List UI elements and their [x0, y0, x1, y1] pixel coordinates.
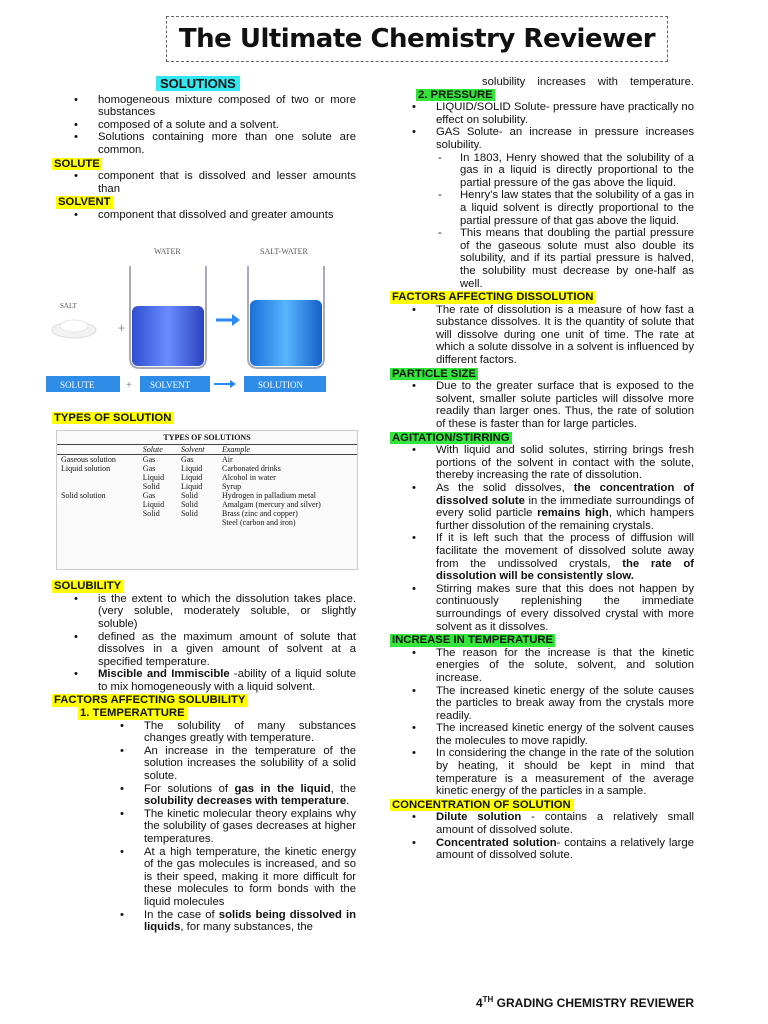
- salt-label: SALT: [60, 301, 77, 310]
- list-item: • An increase in the temperature of the solution increases the solubility of a solid solute.: [52, 745, 356, 783]
- solutions-list: [52, 94, 356, 157]
- list-item: • In considering the change in the rate of the solution by heating, it should be kept in mind that temperature is a measurement of the average kinetic energy of the particles in a sample.: [390, 747, 694, 797]
- table-cell: Liquid: [142, 500, 165, 510]
- table-cell: Solid: [180, 500, 198, 510]
- solute-heading: SOLUTE: [54, 157, 100, 170]
- title-box: [166, 16, 668, 62]
- list-item: • The increased kinetic energy of the solvent causes the molecules to move rapidly.: [390, 722, 694, 747]
- list-item: • At a high temperature, the kinetic energy of the gas molecules is increased, and so is their speed, making it more difficult for these molecules to form bonds with the liquid molecules: [52, 846, 356, 909]
- table-row: [57, 500, 357, 509]
- types-table-image: [56, 430, 358, 570]
- factors-dissolution-heading: FACTORS AFFECTING DISSOLUTION: [392, 291, 594, 304]
- solubility-heading: SOLUBILITY: [54, 580, 122, 593]
- table-row: [57, 455, 357, 465]
- table-row: [57, 491, 357, 500]
- list-item: • Dilute solution - contains a relatively small amount of dissolved solute.: [390, 811, 694, 836]
- plus-sign: +: [118, 320, 126, 335]
- right-column: [390, 76, 694, 862]
- beakers-illustration: [46, 240, 366, 400]
- table-cell: Amalgam (mercury and silver): [221, 500, 321, 510]
- table-header: Solvent: [177, 445, 218, 455]
- saltwater-fill: [250, 300, 322, 366]
- continued-text: solubility increases with temperature.: [482, 76, 694, 88]
- list-item: • The rate of dissolution is a measure of how fast a substance dissolves. It is the quantity of solute that will dissolve during one unit of time. The rate at which a solute dissolve in a solvent is influenced by different factors.: [390, 304, 694, 367]
- table-header: Example: [218, 445, 357, 455]
- list-item: • defined as the maximum amount of solute that dissolves in a given amount of solvent at a specified temperature.: [52, 631, 356, 669]
- solute-bar-label: SOLUTE: [60, 379, 95, 390]
- list-item: - In 1803, Henry showed that the solubility of a gas in a liquid is directly proportional to the partial pressure of the gas above the liquid.: [390, 152, 694, 190]
- list-item: • The solubility of many substances changes greatly with temperature.: [52, 720, 356, 745]
- solutions-heading: SOLUTIONS: [156, 76, 240, 91]
- left-column: [52, 76, 356, 934]
- list-item: • component that dissolved and greater amounts: [52, 209, 356, 222]
- water-label: WATER: [154, 246, 181, 256]
- table-header: [57, 445, 139, 455]
- page-footer: 4TH GRADING CHEMISTRY REVIEWER: [475, 995, 694, 1010]
- temperature-heading: 1. TEMPERATTURE: [80, 707, 185, 720]
- table-header: Solute: [139, 445, 177, 455]
- table-row: [57, 509, 357, 527]
- concentration-heading: CONCENTRATION OF SOLUTION: [392, 798, 571, 811]
- table-cell: Brass (zinc and copper) Steel (carbon and iron): [221, 509, 298, 528]
- table-cell: Solid solution: [61, 491, 106, 501]
- table-cell: Carbonated drinks Alcohol in water Syrup: [221, 464, 281, 492]
- table-cell: Gas: [180, 455, 194, 465]
- types-table-title: TYPES OF SOLUTIONS: [163, 433, 251, 443]
- solvent-bar-label: SOLVENT: [150, 379, 191, 390]
- table-cell: Air: [221, 455, 233, 465]
- table-cell: Solid: [180, 491, 198, 501]
- agitation-heading: AGITATION/STIRRING: [392, 431, 510, 444]
- list-item: • The increased kinetic energy of the solute causes the particles to break away from the crystals more readily.: [390, 685, 694, 723]
- table-cell: Liquid solution: [61, 464, 111, 474]
- table-cell: Solid: [180, 509, 198, 519]
- list-item: • GAS Solute- an increase in pressure increases solubility.: [390, 126, 694, 151]
- list-item: • Due to the greater surface that is exposed to the solvent, smaller solute particles will dissolve more readily than larger ones. Thus, the rate of solution of these is faster than for large particles.: [390, 380, 694, 430]
- list-item: • composed of a solute and a solvent.: [52, 119, 356, 132]
- solution-figure: [46, 240, 366, 400]
- list-item: • The kinetic molecular theory explains why the solubility of gases decreases at higher temperatures.: [52, 808, 356, 846]
- list-item: • The reason for the increase is that the kinetic energies of the solute, solvent, and solution increase.: [390, 647, 694, 685]
- list-item: • If it is left such that the process of diffusion will facilitate the movement of dissolved solute away from the undissolved crystals, the rate of dissolution will be consistently slow.: [390, 532, 694, 582]
- table-cell: Gaseous solution: [61, 455, 116, 465]
- list-item: • is the extent to which the dissolution takes place. (very soluble, moderately soluble, or slightly soluble): [52, 593, 356, 631]
- list-item: • For solutions of gas in the liquid, the solubility decreases with temperature.: [52, 783, 356, 808]
- solvent-heading: SOLVENT: [58, 196, 111, 209]
- table-cell: Gas: [142, 455, 156, 465]
- table-cell: Liquid Liquid Liquid: [180, 464, 203, 492]
- pressure-heading: 2. PRESSURE: [418, 88, 493, 101]
- list-item: • LIQUID/SOLID Solute- pressure have practically no effect on solubility.: [390, 101, 694, 126]
- table-cell: [57, 500, 139, 509]
- list-item: • homogeneous mixture composed of two or more substances: [52, 94, 356, 119]
- list-item: • As the solid dissolves, the concentration of dissolved solute in the immediate surroundings of every solid particle remains high, which hampers further dissolution of the remaining crystals.: [390, 482, 694, 532]
- types-table: [57, 444, 357, 527]
- particle-size-heading: PARTICLE SIZE: [392, 367, 476, 380]
- table-cell: Solid: [142, 509, 160, 519]
- table-cell: Gas Liquid Solid: [142, 464, 165, 492]
- table-cell: Gas: [142, 491, 156, 501]
- factors-solubility-heading: FACTORS AFFECTING SOLUBILITY: [54, 694, 246, 707]
- list-item: • Solutions containing more than one solute are common.: [52, 131, 356, 156]
- increase-temperature-heading: INCREASE IN TEMPERATURE: [392, 634, 554, 647]
- list-item: • With liquid and solid solutes, stirring brings fresh portions of the solvent in contact with the solute, thereby increasing the rate of dissolution.: [390, 444, 694, 482]
- list-item: - Henry’s law states that the solubility of a gas in a liquid solvent is directly proportional to the partial pressure of that gas above the liquid.: [390, 189, 694, 227]
- page-title: The Ultimate Chemistry Reviewer: [178, 23, 656, 54]
- list-item: • In the case of solids being dissolved in liquids, for many substances, the: [52, 909, 356, 934]
- table-cell: [57, 509, 139, 527]
- types-heading: TYPES OF SOLUTION: [54, 411, 172, 424]
- list-item: - This means that doubling the partial pressure of the gaseous solute must also double its solubility, and if its partial pressure is halved, the solubility must decrease by one-half as well.: [390, 227, 694, 290]
- saltwater-label: SALT-WATER: [260, 246, 308, 256]
- list-item: • Concentrated solution- contains a relatively large amount of dissolved solute.: [390, 837, 694, 862]
- list-item: • Miscible and Immiscible -ability of a liquid solute to mix homogeneously with a liquid solvent.: [52, 668, 356, 693]
- list-item: • component that is dissolved and lesser amounts than: [52, 170, 356, 195]
- list-item: • Stirring makes sure that this does not happen by continuously replenishing the immediate surroundings of every dissolved crystal with more solvent as it dissolves.: [390, 583, 694, 633]
- table-row: [57, 464, 357, 491]
- table-cell: Hydrogen in palladium metal: [221, 491, 316, 501]
- svg-text:+: +: [126, 379, 132, 391]
- solution-bar-label: SOLUTION: [258, 379, 303, 390]
- water-fill: [132, 306, 204, 366]
